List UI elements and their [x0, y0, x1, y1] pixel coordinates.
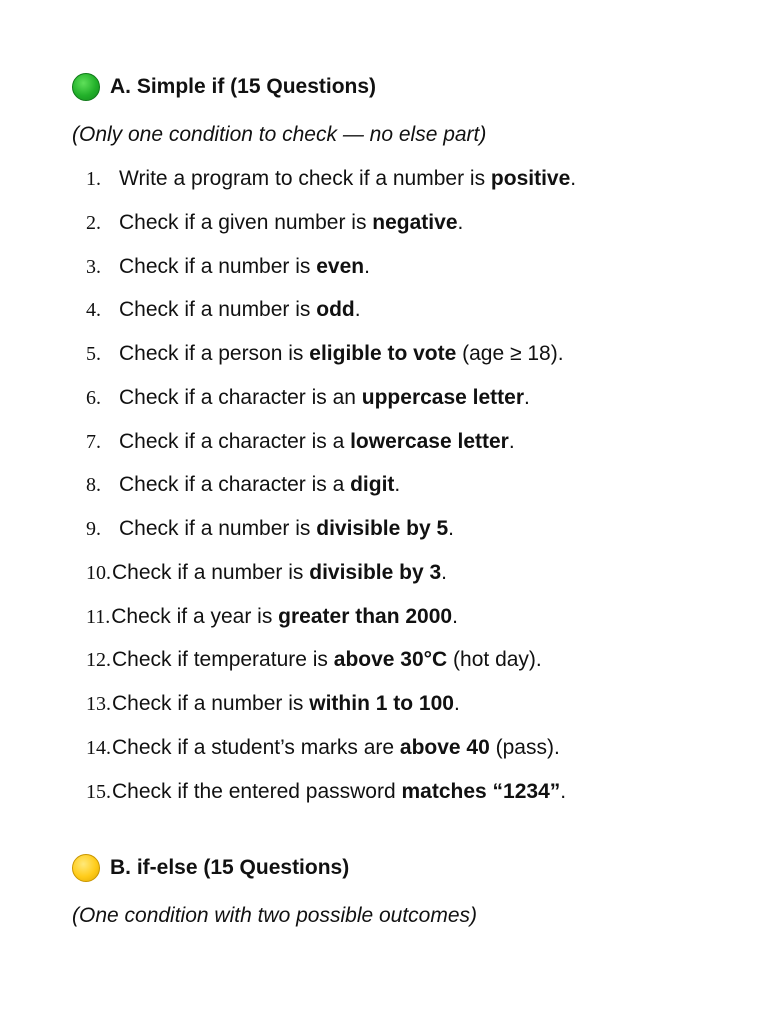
section-b-title: B. if-else (15 Questions): [110, 856, 350, 879]
list-item-number: 9.: [86, 518, 101, 540]
list-item: [0, 780, 760, 810]
list-item-number: 11.: [86, 606, 111, 628]
list-item-number: 10.: [86, 562, 111, 584]
list-item: [0, 561, 760, 591]
list-item-keyword: divisible by 5: [316, 517, 449, 540]
list-item-keyword: even: [316, 255, 365, 278]
list-item-text: [119, 211, 463, 235]
list-item-keyword: within 1 to 100: [309, 692, 454, 715]
list-item-keyword: digit: [350, 473, 395, 496]
list-item-number: 8.: [86, 474, 101, 496]
list-item-text-pre: Check if a year is: [111, 605, 279, 628]
list-item-keyword: matches “1234”: [401, 780, 561, 803]
list-item-text: [112, 780, 566, 804]
list-item-text: [119, 430, 515, 454]
list-item-text-pre: Check if a student’s marks are: [112, 736, 400, 759]
list-item-text: [111, 605, 458, 629]
list-item-text-pre: Write a program to check if a number is: [119, 167, 491, 190]
list-item-text: [119, 386, 530, 410]
list-item-text-pre: Check if temperature is: [112, 648, 334, 671]
yellow-circle-icon: [72, 854, 100, 882]
list-item: [0, 211, 760, 241]
list-item-text: [112, 736, 560, 760]
list-item-text-pre: Check if a number is: [119, 517, 317, 540]
list-item-text: [119, 342, 564, 366]
list-item-text-post: .: [354, 298, 361, 321]
green-circle-icon: [72, 73, 100, 101]
list-item-keyword: uppercase letter: [361, 386, 525, 409]
list-item-text-pre: Check if a number is: [119, 255, 317, 278]
list-item-number: 2.: [86, 212, 101, 234]
list-item-text: [119, 167, 576, 191]
list-item: [0, 298, 760, 328]
list-item-text-post: (age ≥ 18).: [456, 342, 564, 365]
list-item-text-post: .: [394, 473, 401, 496]
list-item: [0, 605, 760, 635]
list-item-number: 13.: [86, 693, 111, 715]
list-item-number: 15.: [86, 781, 111, 803]
list-item: [0, 430, 760, 460]
list-item: [0, 167, 760, 197]
list-item-text-post: (pass).: [489, 736, 560, 759]
list-item-text-pre: Check if the entered password: [112, 780, 402, 803]
list-item-number: 7.: [86, 431, 101, 453]
list-item-text-post: .: [448, 517, 454, 540]
list-item-text-pre: Check if a number is: [112, 692, 310, 715]
list-item-text: [112, 692, 460, 716]
list-item: [0, 692, 760, 722]
list-item-text: [119, 255, 370, 279]
list-item-number: 5.: [86, 343, 101, 365]
list-item: [0, 648, 760, 678]
list-item-text-pre: Check if a number is: [112, 561, 310, 584]
list-item-text-post: .: [453, 692, 460, 715]
list-item: [0, 342, 760, 372]
list-item-text-post: .: [452, 605, 458, 628]
list-item-number: 4.: [86, 299, 101, 321]
list-item-text-post: .: [508, 430, 515, 453]
list-item: [0, 255, 760, 285]
section-b-subtitle: (One condition with two possible outcomes): [72, 904, 478, 927]
list-item-text-post: (hot day).: [447, 648, 542, 671]
list-item-text-pre: Check if a character is an: [119, 386, 362, 409]
list-item-number: 12.: [86, 649, 111, 671]
list-item-keyword: lowercase letter: [350, 430, 509, 453]
list-item-number: 6.: [86, 387, 101, 409]
list-item: [0, 517, 760, 547]
section-b-heading: [72, 854, 349, 882]
list-item-text: [119, 473, 400, 497]
list-item-text-pre: Check if a person is: [119, 342, 310, 365]
list-item-keyword: odd: [316, 298, 355, 321]
list-item: [0, 386, 760, 416]
list-item-keyword: positive: [490, 167, 571, 190]
list-item-number: 1.: [86, 168, 101, 190]
list-item-text-pre: Check if a character is a: [119, 430, 351, 453]
list-item-number: 3.: [86, 256, 101, 278]
list-item-text: [119, 517, 454, 541]
list-item-keyword: divisible by 3: [309, 561, 442, 584]
list-item-text: [119, 298, 361, 322]
section-a-title: A. Simple if (15 Questions): [110, 75, 377, 98]
list-item-keyword: greater than 2000: [278, 605, 453, 628]
section-a-heading: [72, 73, 376, 101]
list-item-text-pre: Check if a character is a: [119, 473, 351, 496]
list-item: [0, 736, 760, 766]
list-item-keyword: above 40: [399, 736, 490, 759]
list-item-text: [112, 561, 447, 585]
list-item-text-post: .: [560, 780, 567, 803]
list-item-keyword: negative: [372, 211, 458, 234]
list-item: [0, 473, 760, 503]
list-item-text-pre: Check if a number is: [119, 298, 317, 321]
list-item-keyword: above 30°C: [333, 648, 448, 671]
list-item-text-post: .: [457, 211, 464, 234]
list-item-keyword: eligible to vote: [309, 342, 457, 365]
list-item-text: [112, 648, 542, 672]
list-item-text-post: .: [570, 167, 577, 190]
section-a-subtitle: (Only one condition to check — no else part): [72, 123, 487, 146]
list-item-text-post: .: [441, 561, 447, 584]
list-item-text-post: .: [364, 255, 370, 278]
list-item-text-post: .: [524, 386, 530, 409]
list-item-number: 14.: [86, 737, 111, 759]
list-item-text-pre: Check if a given number is: [119, 211, 373, 234]
